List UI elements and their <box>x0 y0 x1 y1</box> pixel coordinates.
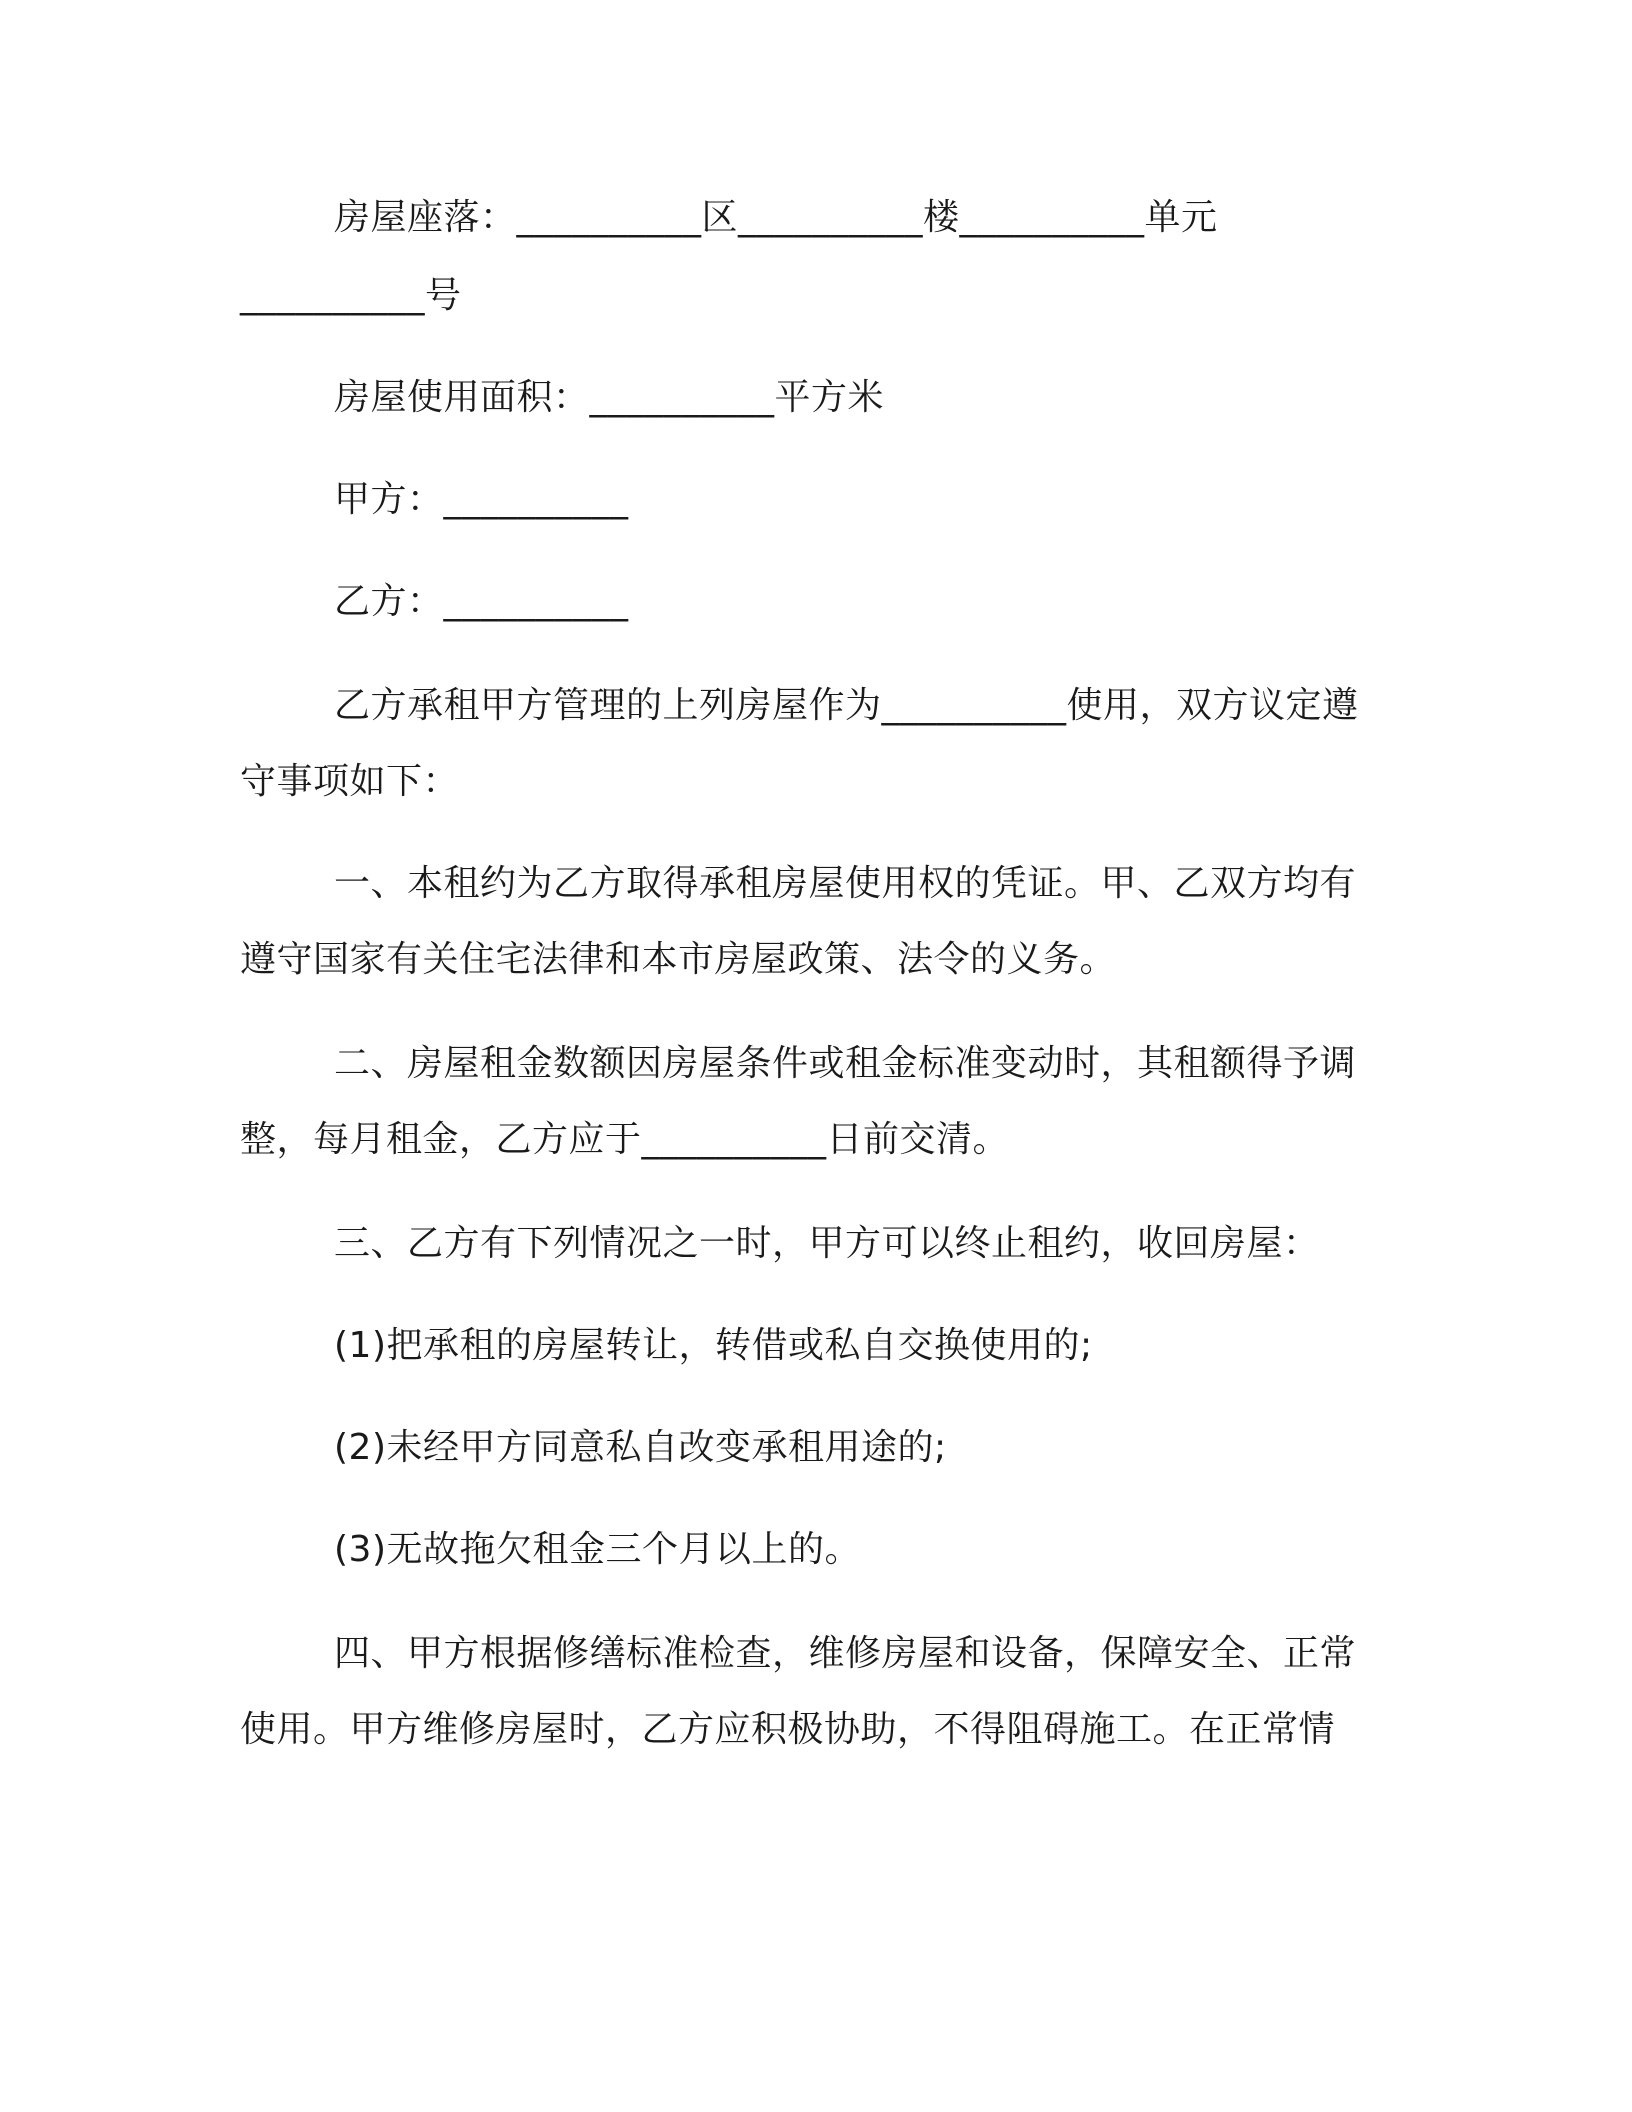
purpose-line-cont: 守事项如下： <box>240 761 460 802</box>
area-line: 房屋使用面积：__________平方米 <box>334 377 885 418</box>
clause-3-item-1: (1)把承租的房屋转让，转借或私自交换使用的; <box>334 1325 1093 1366</box>
purpose-line: 乙方承租甲方管理的上列房屋作为__________使用，双方议定遵 <box>334 685 1359 726</box>
location-line-cont: __________号 <box>240 275 462 316</box>
clause-2-line-cont: 整，每月租金，乙方应于__________日前交清。 <box>240 1119 1010 1160</box>
clause-2-line: 二、房屋租金数额因房屋条件或租金标准变动时，其租额得予调 <box>334 1043 1357 1084</box>
clause-4-line: 四、甲方根据修缮标准检查，维修房屋和设备，保障安全、正常 <box>334 1633 1357 1674</box>
clause-1-line-cont: 遵守国家有关住宅法律和本市房屋政策、法令的义务。 <box>240 939 1117 980</box>
clause-3-item-2: (2)未经甲方同意私自改变承租用途的; <box>334 1427 947 1468</box>
clause-1-line: 一、本租约为乙方取得承租房屋使用权的凭证。甲、乙双方均有 <box>334 863 1357 904</box>
clause-4-line-cont: 使用。甲方维修房屋时，乙方应积极协助，不得阻碍施工。在正常情 <box>240 1709 1336 1750</box>
location-line: 房屋座落：__________区__________楼__________单元 <box>334 197 1218 238</box>
party-a-line: 甲方：__________ <box>334 479 629 520</box>
party-b-line: 乙方：__________ <box>334 581 629 622</box>
clause-3-line: 三、乙方有下列情况之一时，甲方可以终止租约，收回房屋： <box>334 1223 1320 1264</box>
clause-3-item-3: (3)无故拖欠租金三个月以上的。 <box>334 1529 861 1570</box>
